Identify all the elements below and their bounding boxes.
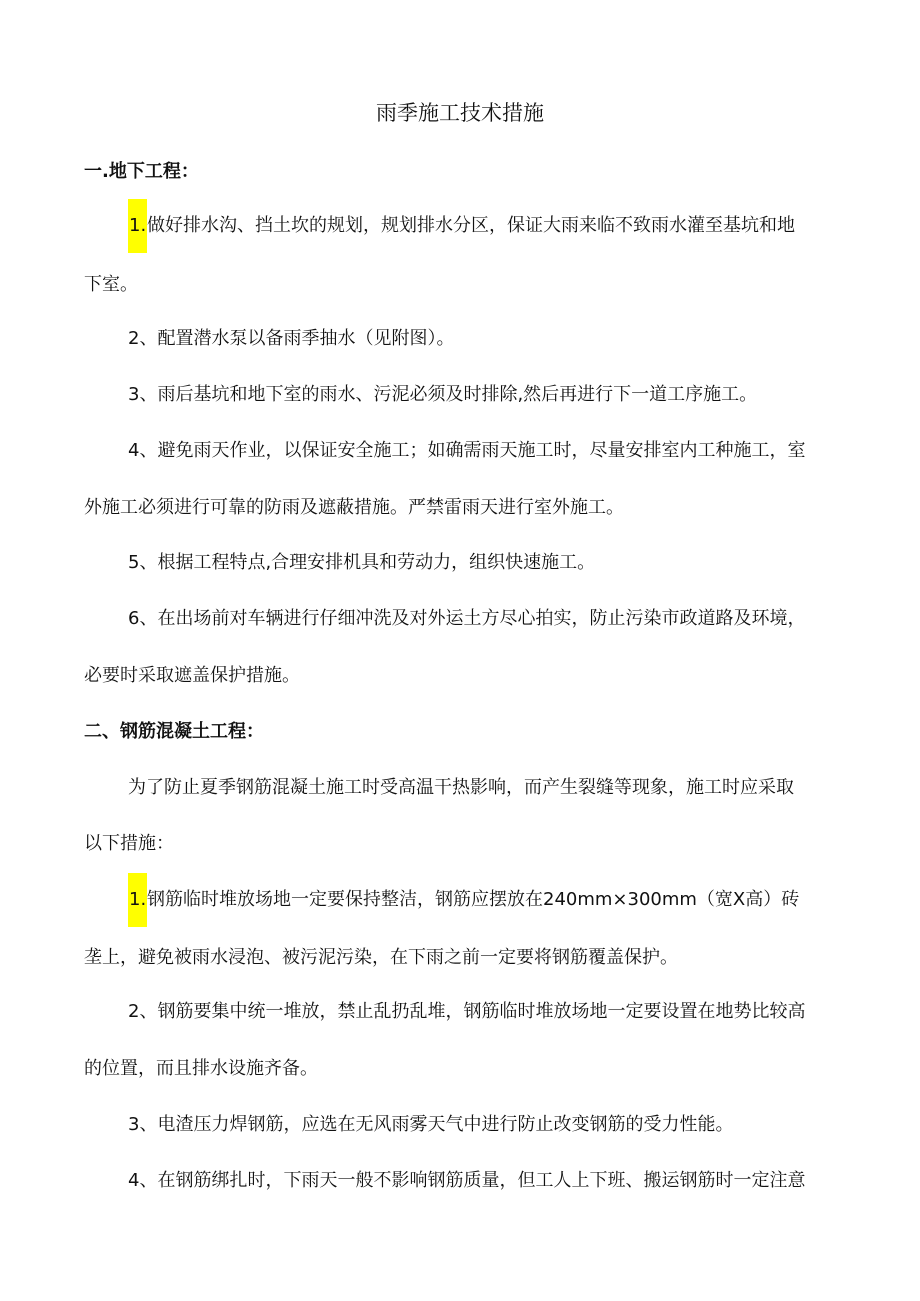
paragraph-text: 钢筋临时堆放场地一定要保持整洁，钢筋应摆放在240mm×300mm（宽X高）砖 [147,889,800,910]
section-heading-reinforced-concrete: 二、钢筋混凝土工程： [84,721,264,742]
highlighted-number: 1. [128,873,147,927]
paragraph-s1-item5: 5、根据工程特点,合理安排机具和劳动力，组织快速施工。 [128,552,596,573]
paragraph-s2-item1-line2: 垄上，避免被雨水浸泡、被污泥污染，在下雨之前一定要将钢筋覆盖保护。 [84,947,678,968]
paragraph-s1-item2: 2、配置潜水泵以备雨季抽水（见附图）。 [128,328,455,349]
highlighted-number: 1. [128,199,147,253]
paragraph-s2-item4: 4、在钢筋绑扎时，下雨天一般不影响钢筋质量，但工人上下班、搬运钢筋时一定注意 [128,1170,806,1191]
paragraph-s2-item2-line2: 的位置，而且排水设施齐备。 [84,1058,318,1079]
paragraph-s2-item2-line1: 2、钢筋要集中统一堆放，禁止乱扔乱堆，钢筋临时堆放场地一定要设置在地势比较高 [128,1001,806,1022]
section-heading-underground: 一.地下工程： [84,161,199,182]
paragraph-s1-item4-line2: 外施工必须进行可靠的防雨及遮蔽措施。严禁雷雨天进行室外施工。 [84,497,624,518]
paragraph-text: 做好排水沟、挡土坎的规划，规划排水分区，保证大雨来临不致雨水灌至基坑和地 [147,215,795,236]
paragraph-s1-item3: 3、雨后基坑和地下室的雨水、污泥必须及时排除,然后再进行下一道工序施工。 [128,384,758,405]
paragraph-s2-item3: 3、电渣压力焊钢筋，应选在无风雨雾天气中进行防止改变钢筋的受力性能。 [128,1114,734,1135]
paragraph-s1-item1-line2: 下室。 [84,274,138,295]
paragraph-s1-item6-line2: 必要时采取遮盖保护措施。 [84,665,300,686]
page-title: 雨季施工技术措施 [376,101,544,125]
paragraph-s2-intro-line2: 以下措施： [84,833,174,854]
paragraph-s1-item6-line1: 6、在出场前对车辆进行仔细冲洗及对外运土方尽心拍实，防止污染市政道路及环境， [128,608,806,629]
paragraph-s2-intro-line1: 为了防止夏季钢筋混凝土施工时受高温干热影响，而产生裂缝等现象，施工时应采取 [128,777,794,798]
paragraph-s1-item4-line1: 4、避免雨天作业，以保证安全施工；如确需雨天施工时，尽量安排室内工种施工，室 [128,440,806,461]
